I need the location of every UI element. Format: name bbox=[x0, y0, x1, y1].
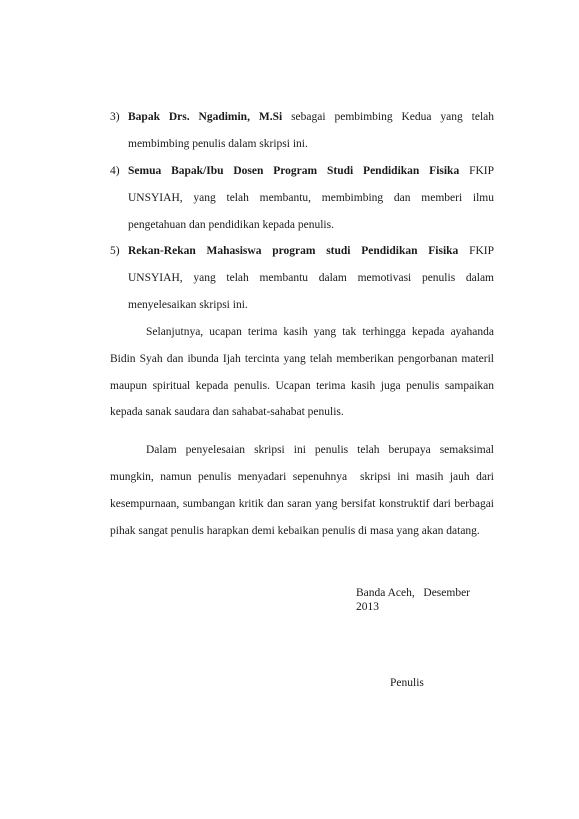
list-item-bold-text: Bapak Drs. Ngadimin, M.Si bbox=[128, 111, 283, 123]
paragraph-line: pihak sangat penulis harapkan demi kebaikan penulis di masa yang akan datang. bbox=[110, 525, 480, 537]
list-item-text: FKIP bbox=[459, 165, 494, 177]
list-item-text: sebagai pembimbing Kedua yang telah bbox=[282, 111, 495, 123]
paragraph-line: kesempurnaan, sumbangan kritik dan saran yang bersifat konstruktif dari berbagai bbox=[110, 498, 494, 510]
paragraph-line: Bidin Syah dan ibunda Ijah tercinta yang telah memberikan pengorbanan materil bbox=[110, 353, 494, 365]
paragraph-line: kepada sanak saudara dan sahabat-sahabat penulis. bbox=[110, 406, 344, 418]
paragraph-line: Dalam penyelesaian skripsi ini penulis telah berupaya semaksimal bbox=[146, 444, 494, 456]
list-item-line: UNSYIAH, yang telah membantu, membimbing dan memberi ilmu bbox=[128, 192, 494, 204]
author-label: Penulis bbox=[390, 677, 424, 689]
list-item-line bbox=[128, 110, 494, 124]
list-item-bold-text: Rekan-Rekan Mahasiswa program studi Pendidikan Fisika bbox=[128, 245, 459, 257]
list-item-number: 3) bbox=[110, 111, 120, 123]
list-item-bold-text: Semua Bapak/Ibu Dosen Program Studi Pendidikan Fisika bbox=[128, 165, 460, 177]
place-date-year: 2013 bbox=[356, 601, 379, 613]
paragraph-line: maupun spiritual kepada penulis. Ucapan terima kasih juga penulis sampaikan bbox=[110, 380, 494, 392]
place-date: Banda Aceh, Desember bbox=[356, 587, 471, 599]
list-item-line bbox=[128, 164, 494, 178]
list-item-line: UNSYIAH, yang telah membantu dalam memotivasi penulis dalam bbox=[128, 272, 494, 284]
list-item-text: FKIP bbox=[458, 245, 495, 257]
paragraph-line: mungkin, namun penulis menyadari sepenuhnya skripsi ini masih jauh dari bbox=[110, 471, 494, 483]
list-item-number: 5) bbox=[110, 245, 120, 257]
list-item-line: menyelesaikan skripsi ini. bbox=[128, 299, 248, 311]
list-item-line bbox=[128, 244, 494, 258]
list-item-number: 4) bbox=[110, 165, 120, 177]
paragraph-line: Selanjutnya, ucapan terima kasih yang tak terhingga kepada ayahanda bbox=[146, 326, 494, 338]
list-item-line: pengetahuan dan pendidikan kepada penulis. bbox=[128, 219, 334, 231]
list-item-line: membimbing penulis dalam skripsi ini. bbox=[128, 138, 308, 150]
